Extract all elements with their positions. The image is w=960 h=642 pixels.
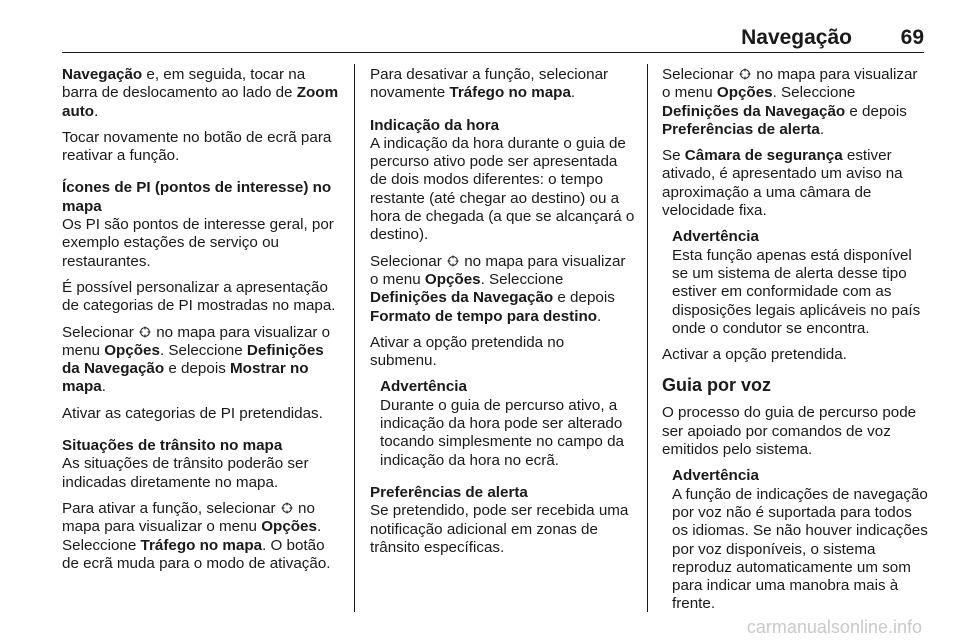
section-heading-time: Indicação da hora xyxy=(370,116,500,134)
paragraph: Selecionar no mapa para visualizar o menu Opções. Seleccione Definições da Navegação e depois Formato de tempo para destino. xyxy=(370,252,626,325)
note-text: Esta função apenas está disponível se um sistema de alerta desse tipo estiver em conformidade com as disposições legais aplicáveis no país onde o condutor se encontra. xyxy=(672,246,921,337)
crosshair-icon xyxy=(447,255,459,267)
note-title: Advertência xyxy=(672,228,759,246)
paragraph: O processo do guia de percurso pode ser apoiado por comandos de voz emitidos pelo sistema. xyxy=(662,404,917,459)
column-divider-2 xyxy=(647,64,648,612)
note-title: Advertência xyxy=(672,467,759,485)
column-3 xyxy=(662,66,928,622)
paragraph: É possível personalizar a apresentação de categorias de PI mostradas no mapa. xyxy=(62,278,336,315)
crosshair-icon xyxy=(739,68,751,80)
page-number: 69 xyxy=(900,26,924,49)
section-heading-alerts: Preferências de alerta xyxy=(370,483,528,501)
note-box xyxy=(672,467,928,613)
paragraph: Activar a opção pretendida. xyxy=(662,346,847,364)
section-heading-traffic: Situações de trânsito no mapa xyxy=(62,437,283,455)
page-header xyxy=(62,24,924,53)
paragraph: Tocar novamente no botão de ecrã para reativar a função. xyxy=(62,128,332,165)
paragraph: Para desativar a função, selecionar novamente Tráfego no mapa. xyxy=(370,66,609,102)
section-heading-voice: Guia por voz xyxy=(662,375,772,396)
paragraph: Selecionar no mapa para visualizar o menu Opções. Seleccione Definições da Navegação e depois Preferências de alerta. xyxy=(662,66,918,138)
paragraph: A indicação da hora durante o guia de percurso ativo pode ser apresentada de dois modos diferentes: o tempo restante (até chegar ao destino) ou a hora de chegada (a que se alcançará o destino). xyxy=(370,134,635,244)
paragraph: As situações de trânsito poderão ser indicadas diretamente no mapa. xyxy=(62,455,309,491)
note-text: A função de indicações de navegação por voz não é suportada para todos os idiomas. Se não houver indicações por voz disponíveis, o sistema reproduz automaticamente um som para indicar uma manobra mais à frente. xyxy=(672,485,928,613)
paragraph: Os PI são pontos de interesse geral, por exemplo estações de serviço ou restaurantes. xyxy=(62,216,334,270)
note-box xyxy=(380,378,635,469)
paragraph: Selecionar no mapa para visualizar o menu Opções. Seleccione Definições da Navegação e depois Mostrar no mapa. xyxy=(62,323,331,396)
paragraph: Se pretendido, pode ser recebida uma notificação adicional em zonas de trânsito específicas. xyxy=(370,502,629,556)
note-title: Advertência xyxy=(380,378,467,396)
paragraph: Se Câmara de segurança estiver ativado, é apresentado um aviso na aproximação a uma câmara de velocidade fixa. xyxy=(662,147,903,220)
note-box xyxy=(672,228,928,338)
column-1 xyxy=(62,66,344,581)
column-2 xyxy=(370,66,635,565)
paragraph: Ativar as categorias de PI pretendidas. xyxy=(62,404,323,422)
column-divider-1 xyxy=(354,64,355,612)
crosshair-icon xyxy=(139,326,151,338)
page-title: Navegação xyxy=(741,26,852,49)
watermark: carmanualsonline.info xyxy=(746,617,922,637)
crosshair-icon xyxy=(281,502,293,514)
section-heading-poi: Ícones de PI (pontos de interesse) no mapa xyxy=(62,179,332,215)
note-text: Durante o guia de percurso ativo, a indicação da hora pode ser alterado tocando simplesmente no campo da indicação da hora no ecrã. xyxy=(380,396,624,469)
paragraph: Para ativar a função, selecionar no mapa para visualizar o menu Opções. Seleccione Tráfego no mapa. O botão de ecrã muda para o modo de ativação. xyxy=(62,499,331,572)
paragraph: Ativar a opção pretendida no submenu. xyxy=(370,333,565,370)
paragraph: Navegação e, em seguida, tocar na barra de deslocamento ao lado de Zoom auto. xyxy=(62,66,339,120)
